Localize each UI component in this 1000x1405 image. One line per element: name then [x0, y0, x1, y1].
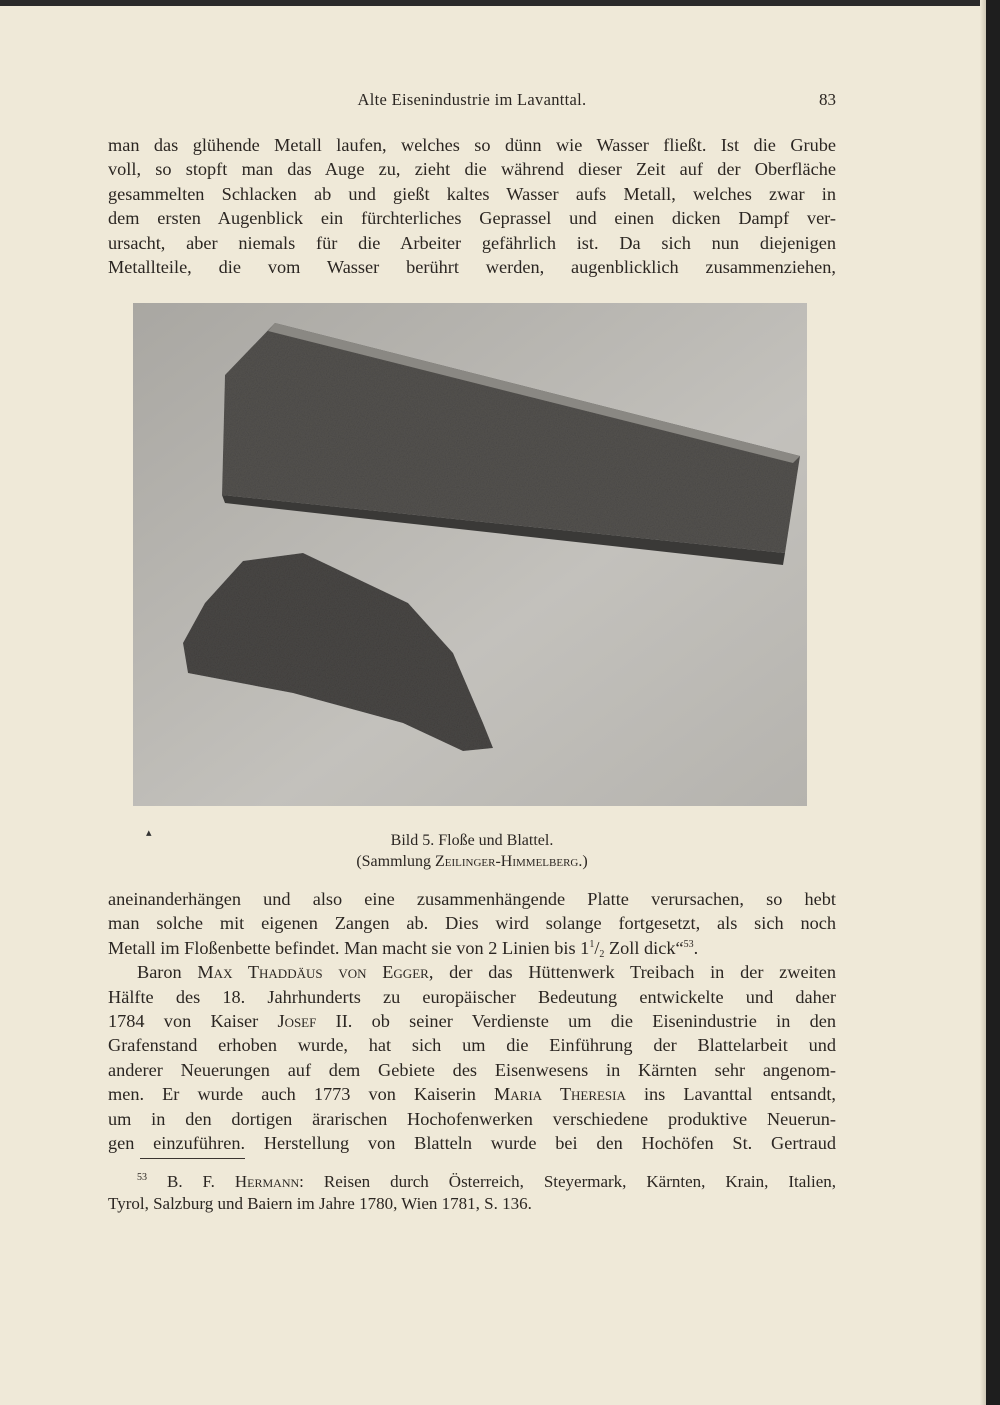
- superscript: 1: [589, 938, 595, 950]
- text-line: [108, 1082, 836, 1106]
- text-segment: .: [693, 937, 699, 958]
- caption-collection: [108, 851, 836, 872]
- text-line: [108, 960, 836, 984]
- text-line: [108, 206, 836, 230]
- text-segment: Hälfte des 18. Jahrhunderts zu europäischer Bedeutung entwickelte und daher: [108, 986, 836, 1007]
- text-line: [108, 133, 836, 157]
- text-segment: /: [594, 937, 600, 958]
- text-line: [108, 1058, 836, 1082]
- text-segment: Baron: [137, 962, 198, 983]
- caption-collection-name: Zeilinger-Himmelberg.: [434, 853, 583, 870]
- running-header: [108, 90, 836, 112]
- text-line: [108, 911, 836, 935]
- small-caps-name: Max Thaddäus von Egger: [197, 962, 429, 983]
- small-caps-name: Hermann: [234, 1172, 300, 1191]
- superscript: 53: [683, 938, 694, 950]
- scan-top-edge: [0, 0, 1000, 6]
- text-segment: man solche mit eigenen Zangen ab. Dies wird solange fortgesetzt, als sich noch: [108, 913, 836, 934]
- text-line: [108, 1033, 836, 1057]
- text-segment: anderer Neuerungen auf dem Gebiete des Eisenwesens in Kärnten sehr angenom-: [108, 1059, 836, 1080]
- text-segment: B. F.: [147, 1172, 235, 1191]
- running-title: Alte Eisenindustrie im Lavanttal.: [357, 90, 587, 109]
- text-segment: men. Er wurde auch 1773 von Kaiserin: [108, 1084, 495, 1105]
- text-segment: dem ersten Augenblick ein fürchterliches Geprassel und einen dicken Dampf ver-: [108, 208, 836, 229]
- text-line: [108, 887, 836, 911]
- text-line: [108, 985, 836, 1009]
- text-segment: Tyrol, Salzburg und Baiern im Jahre 1780, Wien 1781, S. 136.: [108, 1194, 532, 1213]
- caption-suffix: ): [582, 853, 588, 870]
- text-line: [108, 1107, 836, 1131]
- text-line: [108, 255, 836, 279]
- text-segment: 1784 von Kaiser: [108, 1010, 278, 1031]
- text-segment: ins Lavanttal entsandt,: [625, 1084, 836, 1105]
- caption-prefix: (Sammlung: [356, 853, 435, 870]
- scan-right-edge: [986, 0, 1000, 1405]
- figure-caption: [108, 830, 836, 872]
- body-text-bottom: [108, 887, 836, 1155]
- small-caps-name: Maria Theresia: [494, 1084, 626, 1105]
- text-segment: um in den dortigen ärarischen Hochofenwerken verschiedene produktive Neuerun-: [108, 1108, 836, 1129]
- scan-speck: ▴: [146, 827, 152, 839]
- footnote-rule: [140, 1158, 245, 1159]
- footnote: [108, 1171, 836, 1215]
- text-line: [108, 1131, 836, 1155]
- body-text-top: [108, 133, 836, 279]
- figure-photo-floße-und-blattel: [133, 303, 807, 806]
- page-number: 83: [819, 90, 836, 109]
- superscript: 53: [137, 1172, 147, 1183]
- text-line: [108, 936, 836, 960]
- text-line: [108, 157, 836, 181]
- text-segment: gen einzuführen. Herstellung von Blatteln wurde bei den Hochöfen St. Gertraud: [108, 1132, 836, 1153]
- text-line: [108, 182, 836, 206]
- text-segment: man das glühende Metall laufen, welches so dünn wie Wasser fließt. Ist die Grube: [108, 135, 836, 155]
- text-line: [108, 1193, 836, 1215]
- text-line: [108, 1171, 836, 1193]
- text-line: [108, 1009, 836, 1033]
- text-segment: : Reisen durch Österreich, Steyermark, Kärnten, Krain, Italien,: [299, 1172, 836, 1191]
- caption-title: Bild 5. Floße und Blattel.: [390, 832, 554, 849]
- text-segment: aneinanderhängen und also eine zusammenhängende Platte verursachen, so hebt: [108, 889, 836, 909]
- subscript: 2: [599, 948, 605, 960]
- text-segment: gesammelten Schlacken ab und gießt kaltes Wasser aufs Metall, welches zwar in: [108, 183, 836, 204]
- text-segment: Zoll dick“: [604, 937, 684, 958]
- text-segment: Grafenstand erhoben wurde, hat sich um die Einführung der Blattelarbeit und: [108, 1035, 836, 1056]
- small-caps-name: Josef: [277, 1010, 317, 1031]
- text-segment: II. ob seiner Verdienste um die Eisenindustrie in den: [316, 1010, 836, 1031]
- text-segment: ursacht, aber niemals für die Arbeiter gefährlich ist. Da sich nun diejenigen: [108, 232, 836, 253]
- text-segment: Metall im Floßenbette befindet. Man macht sie von 2 Linien bis 1: [108, 937, 590, 958]
- text-segment: Metallteile, die vom Wasser berührt werden, augenblicklich zusammenziehen,: [108, 256, 836, 277]
- text-segment: , der das Hüttenwerk Treibach in der zweiten: [428, 962, 836, 983]
- text-segment: voll, so stopft man das Auge zu, zieht die während dieser Zeit auf der Oberfläche: [108, 159, 836, 180]
- text-line: [108, 231, 836, 255]
